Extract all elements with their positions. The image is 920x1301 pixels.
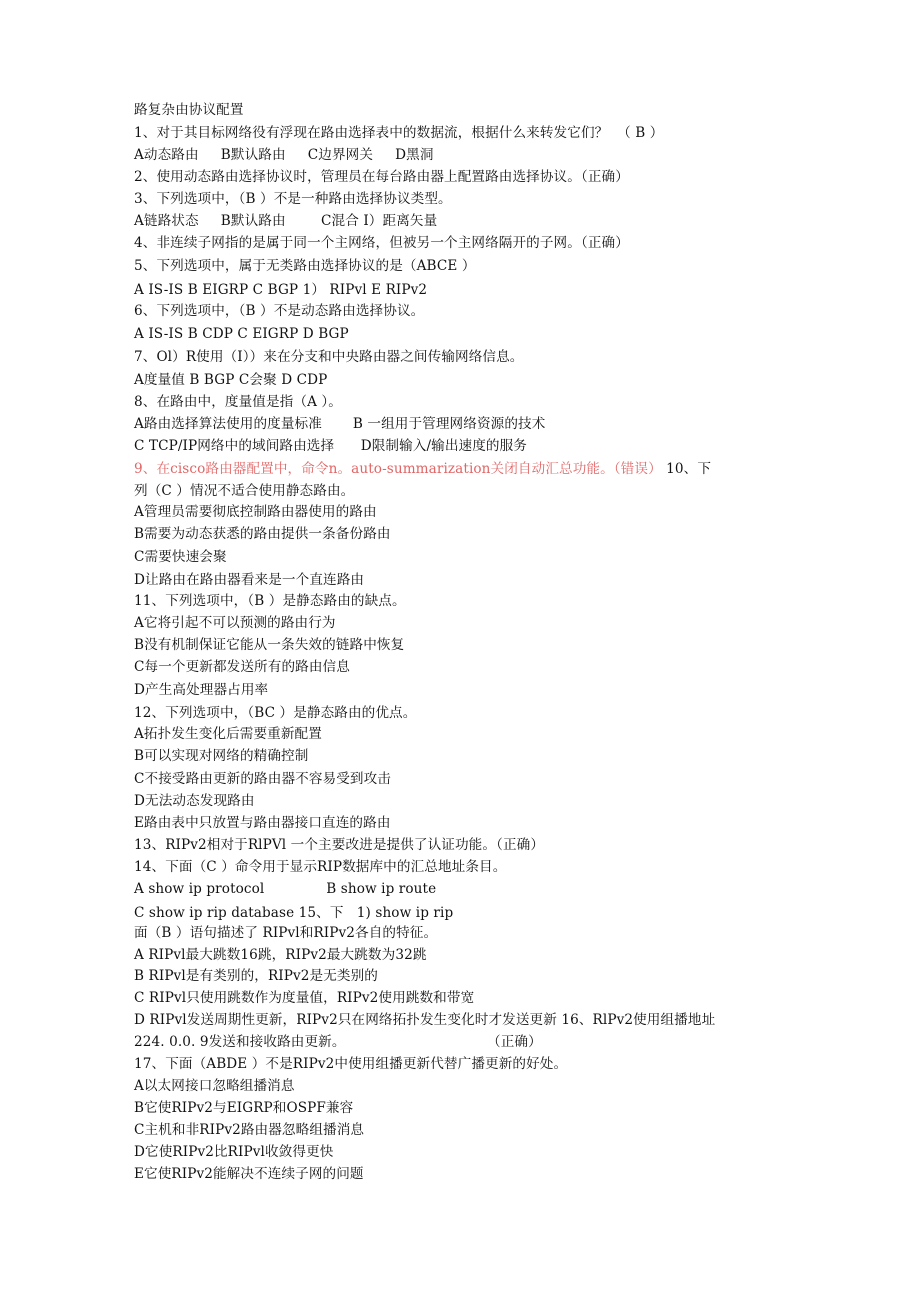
text-line: 12、下列选项中，（BC ）是静态路由的优点。: [134, 705, 417, 721]
text-line: B没有机制保证它能从一条失效的链路中恢复: [134, 637, 405, 653]
text-line: 4、非连续子网指的是属于同一个主网络，但被另一个主网络隔开的子网。（正确）: [134, 235, 629, 251]
text-line: B RIPvl是有类别的，RIPv2是无类别的: [134, 968, 378, 984]
text-line: 224. 0.0. 9发送和接收路由更新。 （正确）: [134, 1034, 542, 1050]
text-line: D让路由在路由器看来是一个直连路由: [134, 572, 365, 588]
text-line: C TCP/IP网络中的域间路由选择 D限制输入/输出速度的服务: [134, 438, 528, 454]
text-line: A IS-IS B EIGRP C BGP 1） RIPvl E RIPv2: [134, 282, 428, 298]
text-line: C不接受路由更新的路由器不容易受到攻击: [134, 771, 391, 787]
text-line: C需要快速会聚: [134, 549, 227, 565]
text-line: C RIPvl只使用跳数作为度量值，RIPv2使用跳数和带宽: [134, 990, 475, 1006]
text-line: A它将引起不可以预测的路由行为: [134, 615, 336, 631]
text-line: A以太网接口忽略组播消息: [134, 1078, 295, 1094]
text-line: A RIPvl最大跳数16跳，RIPv2最大跳数为32跳: [134, 947, 427, 963]
text-line: A度量值 B BGP C会聚 D CDP: [134, 372, 328, 388]
document-title: 路复杂由协议配置: [134, 102, 244, 118]
text-line: D它使RIPv2比RIPvl收敛得更快: [134, 1144, 334, 1160]
text-line: A IS-IS B CDP C EIGRP D BGP: [134, 326, 349, 342]
text-line: A动态路由 B默认路由 C边界网关 D黑洞: [134, 147, 434, 163]
text-line: C show ip rip database 15、下 1) show ip rip: [134, 905, 454, 921]
text-line: A show ip protocol B show ip route: [134, 881, 437, 897]
text-line: D无法动态发现路由: [134, 793, 255, 809]
text-line: 7、Ol）R使用（I））来在分支和中央路由器之间传输网络信息。: [134, 349, 524, 365]
text-line: 列（C ）情况不适合使用静态路由。: [134, 483, 355, 499]
text-line: 14、下面（C ）命令用于显示RIP数据库中的汇总地址条目。: [134, 859, 507, 875]
text-line: B需要为动态获悉的路由提供一条备份路由: [134, 526, 391, 542]
text-line: B它使RIPv2与EIGRP和OSPF兼容: [134, 1100, 354, 1116]
text-line: 8、在路由中，度量值是指（A ）。: [134, 394, 342, 410]
text-line: D产生高处理器占用率: [134, 682, 269, 698]
highlighted-statement: 9、在cisco路由器配置中，命令n。auto-summarization关闭自动汇总功能。（错误）: [134, 461, 662, 477]
text-line-highlighted: [134, 460, 711, 478]
text-line: 3、下列选项中，（B ）不是一种路由选择协议类型。: [134, 191, 452, 207]
text-line: A链路状态 B默认路由 C混合 I）距离矢量: [134, 213, 438, 229]
text-line: 1、对于其目标网络役有浮现在路由选择表中的数据流，根据什么来转发它们？ （ B ）: [134, 125, 664, 141]
text-line: B可以实现对网络的精确控制: [134, 748, 309, 764]
text-line: A管理员需要彻底控制路由器使用的路由: [134, 504, 377, 520]
text-line: C每一个更新都发送所有的路由信息: [134, 659, 350, 675]
text-line: A路由选择算法使用的度量标准 B 一组用于管理网络资源的技术: [134, 416, 546, 432]
text-line: 6、下列选项中，（B ）不是动态路由选择协议。: [134, 303, 425, 319]
text-line: 5、下列选项中，属于无类路由选择协议的是（ABCE ）: [134, 258, 476, 274]
line-continuation: 10、下: [661, 461, 712, 477]
text-line: 2、使用动态路由选择协议时，管理员在每台路由器上配置路由选择协议。（正确）: [134, 169, 629, 185]
text-line: E它使RIPv2能解决不连续子网的问题: [134, 1166, 364, 1182]
text-line: 11、下列选项中，（B ）是静态路由的缺点。: [134, 593, 406, 609]
text-line: A拓扑发生变化后需要重新配置: [134, 726, 322, 742]
text-line: E路由表中只放置与路由器接口直连的路由: [134, 815, 391, 831]
text-line: D RIPvl发送周期性更新，RIPv2只在网络拓扑发生变化时才发送更新 16、RlPv2使用组播地址: [134, 1012, 716, 1028]
text-line: 17、下面（ABDE ）不是RIPv2中使用组播更新代替广播更新的好处。: [134, 1056, 568, 1072]
text-line: C主机和非RIPv2路由器忽略组播消息: [134, 1122, 365, 1138]
text-line: 面（B ）语句描述了 RIPvl和RIPv2各自的特征。: [134, 925, 438, 941]
text-line: 13、RIPv2相对于RlPVl 一个主要改进是提供了认证功能。（正确）: [134, 837, 545, 853]
